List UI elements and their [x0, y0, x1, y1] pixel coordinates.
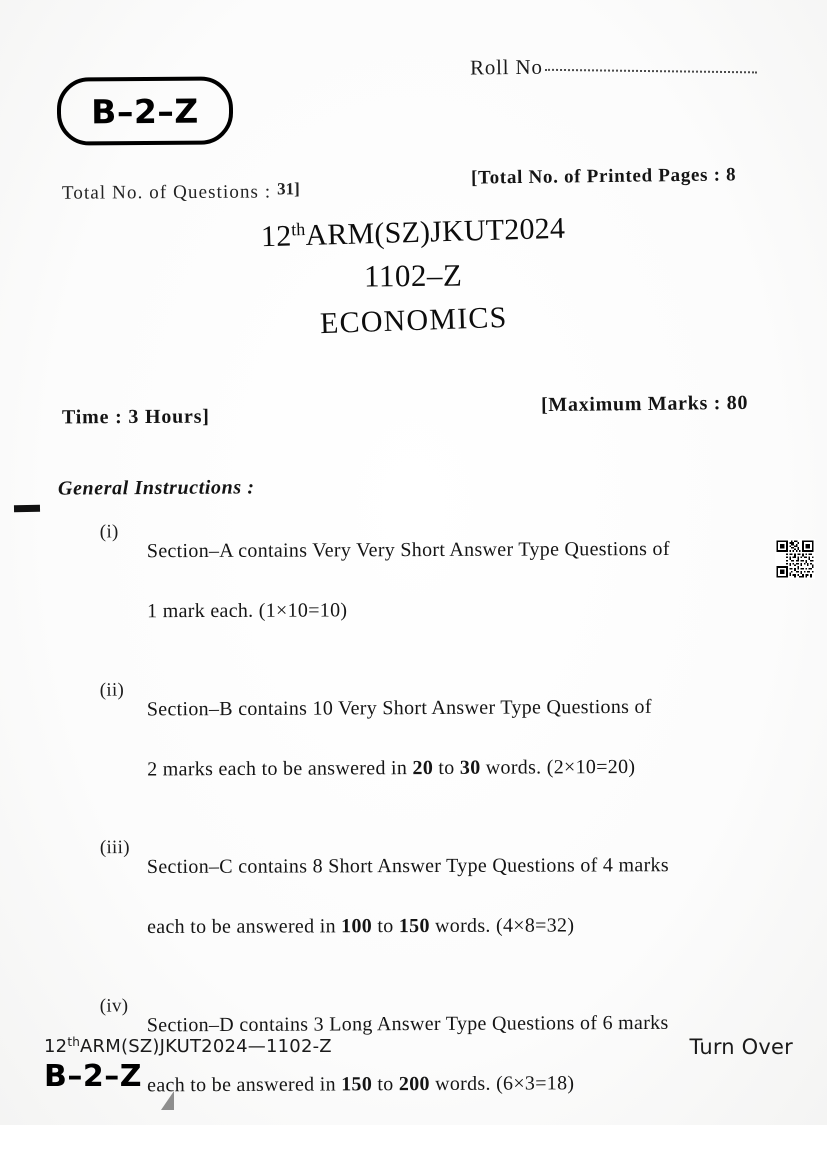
exam-code-rest: ARM(SZ)JKUT2024 [305, 212, 565, 252]
instruction-line-1: Section–B contains 10 Very Short Answer Type Questions of [147, 696, 652, 721]
total-questions [62, 179, 300, 204]
footer-paper-code [44, 1035, 332, 1057]
instruction-marker: (i) [100, 521, 144, 543]
instruction-item-i [100, 519, 761, 642]
instruction-line-2-mid: to [372, 915, 399, 937]
general-instructions-heading: General Instructions : [58, 476, 255, 500]
roll-number-field[interactable] [470, 53, 800, 81]
subject-line-wrap [0, 294, 827, 338]
exam-code-line-wrap [0, 216, 827, 250]
instruction-text [147, 519, 761, 642]
instruction-line-1: Section–C contains 8 Short Answer Type Questions of 4 marks [147, 854, 669, 878]
turn-over-label: Turn Over [689, 1035, 793, 1059]
instruction-line-2-pre: each to be answered in [147, 1073, 341, 1096]
paper-code-badge-label: B–2–Z [91, 94, 199, 128]
paper-code-line-wrap [0, 250, 827, 294]
maximum-marks: [Maximum Marks : 80 [541, 392, 748, 417]
total-questions-label: Total No. of Questions : [62, 181, 271, 203]
exam-code-superscript: th [291, 219, 306, 239]
margin-dash-mark [14, 505, 40, 512]
instruction-line-2-post: words. (4×8=32) [430, 914, 575, 937]
footer-code-prefix: 12 [44, 1036, 67, 1057]
instruction-item-ii [100, 676, 761, 799]
page-footer [0, 1027, 827, 1107]
instruction-line-2-bold-b: 30 [460, 757, 481, 779]
instruction-item-iii [100, 835, 760, 957]
instruction-line-2-mid: to [372, 1073, 399, 1095]
instruction-marker: (iii) [100, 837, 144, 859]
total-printed-pages: [Total No. of Printed Pages : 8 [471, 164, 737, 189]
paper-code-line: 1102–Z [364, 257, 463, 294]
instruction-line-2-pre: 2 marks each to be answered in [147, 757, 412, 780]
instruction-line-2-bold-b: 200 [399, 1073, 430, 1095]
instruction-marker: (ii) [100, 679, 144, 701]
instruction-line-1: Section–A contains Very Very Short Answer Type Questions of [147, 538, 670, 562]
instruction-line-2-post: words. (2×10=20) [480, 756, 635, 779]
footer-code-rest: ARM(SZ)JKUT2024—1102-Z [80, 1036, 332, 1057]
subject-title: ECONOMICS [319, 301, 508, 341]
roll-number-dotted-line[interactable] [545, 69, 757, 74]
instruction-line-2-post: words. (6×3=18) [430, 1072, 575, 1095]
title-block [0, 216, 827, 338]
footer-code-badge: B–2–Z [44, 1059, 142, 1094]
exam-code-line [261, 212, 566, 254]
triangle-marker-icon [161, 1091, 174, 1110]
roll-number-label: Roll No [470, 55, 543, 80]
instruction-line-2-bold-a: 150 [341, 1073, 372, 1095]
instruction-line-2-mid: to [433, 757, 460, 779]
qr-code-icon [771, 539, 819, 579]
instruction-text [147, 835, 760, 957]
instruction-text [147, 676, 761, 799]
instruction-line-2-pre: 1 mark each. (1×10=10) [147, 599, 347, 622]
footer-code-superscript: th [67, 1035, 80, 1049]
instruction-line-2-bold-b: 150 [399, 915, 430, 937]
paper-code-badge [57, 76, 233, 145]
instruction-line-1: Section–D contains 3 Long Answer Type Questions of 6 marks [147, 1012, 669, 1037]
instruction-marker: (iv) [100, 995, 144, 1017]
instruction-line-2-bold-a: 20 [412, 757, 433, 779]
instruction-line-2-pre: each to be answered in [147, 915, 341, 938]
instruction-line-2-bold-a: 100 [341, 915, 372, 937]
exam-code-prefix: 12 [261, 219, 292, 253]
total-questions-value: 31] [277, 179, 300, 198]
time-allowed: Time : 3 Hours] [62, 406, 210, 430]
